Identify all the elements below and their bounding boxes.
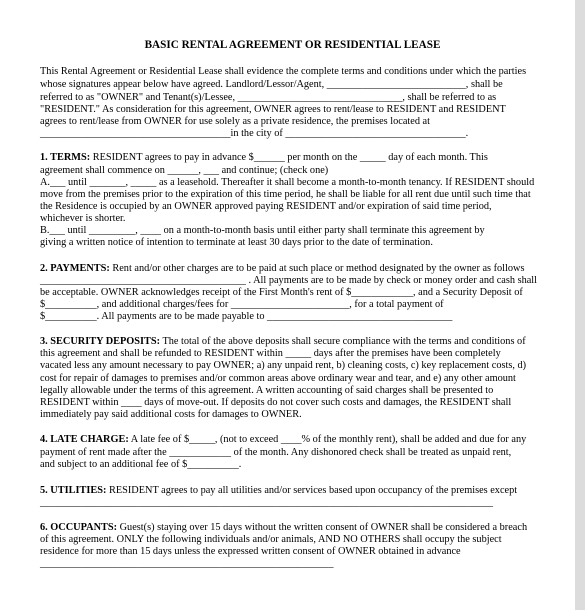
payments-line: ________________________________________ . All payments are to be made by check or money order and cash shall bbox=[40, 275, 538, 286]
security-heading: 3. SECURITY DEPOSITS: bbox=[40, 336, 161, 347]
security-line: immediately pay said additional costs for damages to OWNER. bbox=[40, 409, 302, 420]
security-line: vacated less any amount necessary to pay OWNER; a) any unpaid rent, b) cleaning costs, c) key replacement costs, d) bbox=[40, 360, 527, 371]
late-charge-line: and subject to an additional fee of $__________. bbox=[40, 459, 242, 470]
payments-line: 2. PAYMENTS: Rent and/or other charges are to be paid at such place or method designated by the owner as follows bbox=[40, 263, 525, 274]
occupants-line: _________________________________________________________ bbox=[40, 558, 334, 569]
utilities-line: 5. UTILITIES: RESIDENT agrees to pay all utilities and/or services based upon occupancy of the premises except bbox=[40, 485, 518, 496]
intro-line: _____________________________________in the city of ___________________________________. bbox=[40, 128, 469, 139]
late-charge-heading: 4. LATE CHARGE: bbox=[40, 434, 129, 445]
intro-line: referred to as "OWNER" and Tenant(s)/Lessee, ________________________________, shall be referred to as bbox=[40, 92, 497, 103]
security-line: this agreement and shall be refunded to RESIDENT within _____ days after the premises have been completely bbox=[40, 348, 501, 359]
payments-line: be acceptable. OWNER acknowledges receipt of the First Month's rent of $____________, and a Security Deposit of bbox=[40, 287, 523, 298]
security-line: legally allowable under the terms of this agreement. A written accounting of said charges shall be presented to bbox=[40, 385, 494, 396]
utilities-line: ________________________________________________________________________________________ bbox=[40, 497, 494, 508]
terms-line: 1. TERMS: RESIDENT agrees to pay in advance $______ per month on the _____ day of each month. This bbox=[40, 152, 488, 163]
terms-line: B.___ until _________, ____ on a month-to-month basis until either party shall terminate this agreement by bbox=[40, 225, 485, 236]
security-line: 3. SECURITY DEPOSITS: The total of the above deposits shall secure compliance with the terms and conditions of bbox=[40, 336, 526, 347]
viewer-scroll-gutter bbox=[575, 0, 585, 610]
intro-line: whose signatures appear below have agreed. Landlord/Lessor/Agent, ___________________________, shall be bbox=[40, 79, 503, 90]
intro-line: This Rental Agreement or Residential Lease shall evidence the complete terms and conditions under which the parties bbox=[40, 66, 527, 77]
intro-line: "RESIDENT." As consideration for this agreement, OWNER agrees to rent/lease to RESIDENT and RESIDENT bbox=[40, 104, 506, 115]
occupants-heading: 6. OCCUPANTS: bbox=[40, 522, 118, 533]
terms-line: agreement shall commence on ______, ___ and continue; (check one) bbox=[40, 165, 329, 176]
terms-line: A.___ until _______, _____ as a leasehold. Thereafter it shall become a month-to-month tenancy. If RESIDENT should bbox=[40, 177, 535, 188]
terms-line: whichever is shorter. bbox=[40, 213, 126, 224]
terms-line: the Residence is occupied by an OWNER approved paying RESIDENT and/or expiration of said time period, bbox=[40, 201, 492, 212]
payments-line: $__________. All payments are to be made payable to ____________________________________ bbox=[40, 311, 453, 322]
payments-line: $__________, and additional charges/fees for _______________________, for a total payment of bbox=[40, 299, 444, 310]
occupants-line: 6. OCCUPANTS: Guest(s) staying over 15 days without the written consent of OWNER shall be considered a breach bbox=[40, 522, 528, 533]
security-line: RESIDENT within ____ days of move-out. If deposits do not cover such costs and damages, the RESIDENT shall bbox=[40, 397, 512, 408]
occupants-line: residence for more than 15 days unless the expressed written consent of OWNER obtained in advance bbox=[40, 546, 461, 557]
intro-line: agrees to rent/lease from OWNER for use solely as a private residence, the premises located at bbox=[40, 116, 430, 127]
terms-heading: 1. TERMS: bbox=[40, 152, 91, 163]
occupants-line: of this agreement. ONLY the following individuals and/or animals, AND NO OTHERS shall occupy the subject bbox=[40, 534, 502, 545]
security-line: cost for repair of damages to premises and/or common areas above ordinary wear and tear, and e) any other amount bbox=[40, 373, 516, 384]
terms-line: move from the premises prior to the expiration of this time period, he shall be liable for all rent due until such time that bbox=[40, 189, 531, 200]
terms-line: giving a written notice of intention to terminate at least 30 days prior to the date of termination. bbox=[40, 237, 433, 248]
late-charge-line: payment of rent made after the ____________ of the month. Any dishonored check shall be treated as unpaid rent, bbox=[40, 447, 512, 458]
payments-heading: 2. PAYMENTS: bbox=[40, 263, 110, 274]
utilities-heading: 5. UTILITIES: bbox=[40, 485, 107, 496]
document-title: BASIC RENTAL AGREEMENT OR RESIDENTIAL LEASE bbox=[144, 39, 441, 51]
late-charge-line: 4. LATE CHARGE: A late fee of $_____, (not to exceed ____% of the monthly rent), shall be added and due for any bbox=[40, 434, 527, 445]
